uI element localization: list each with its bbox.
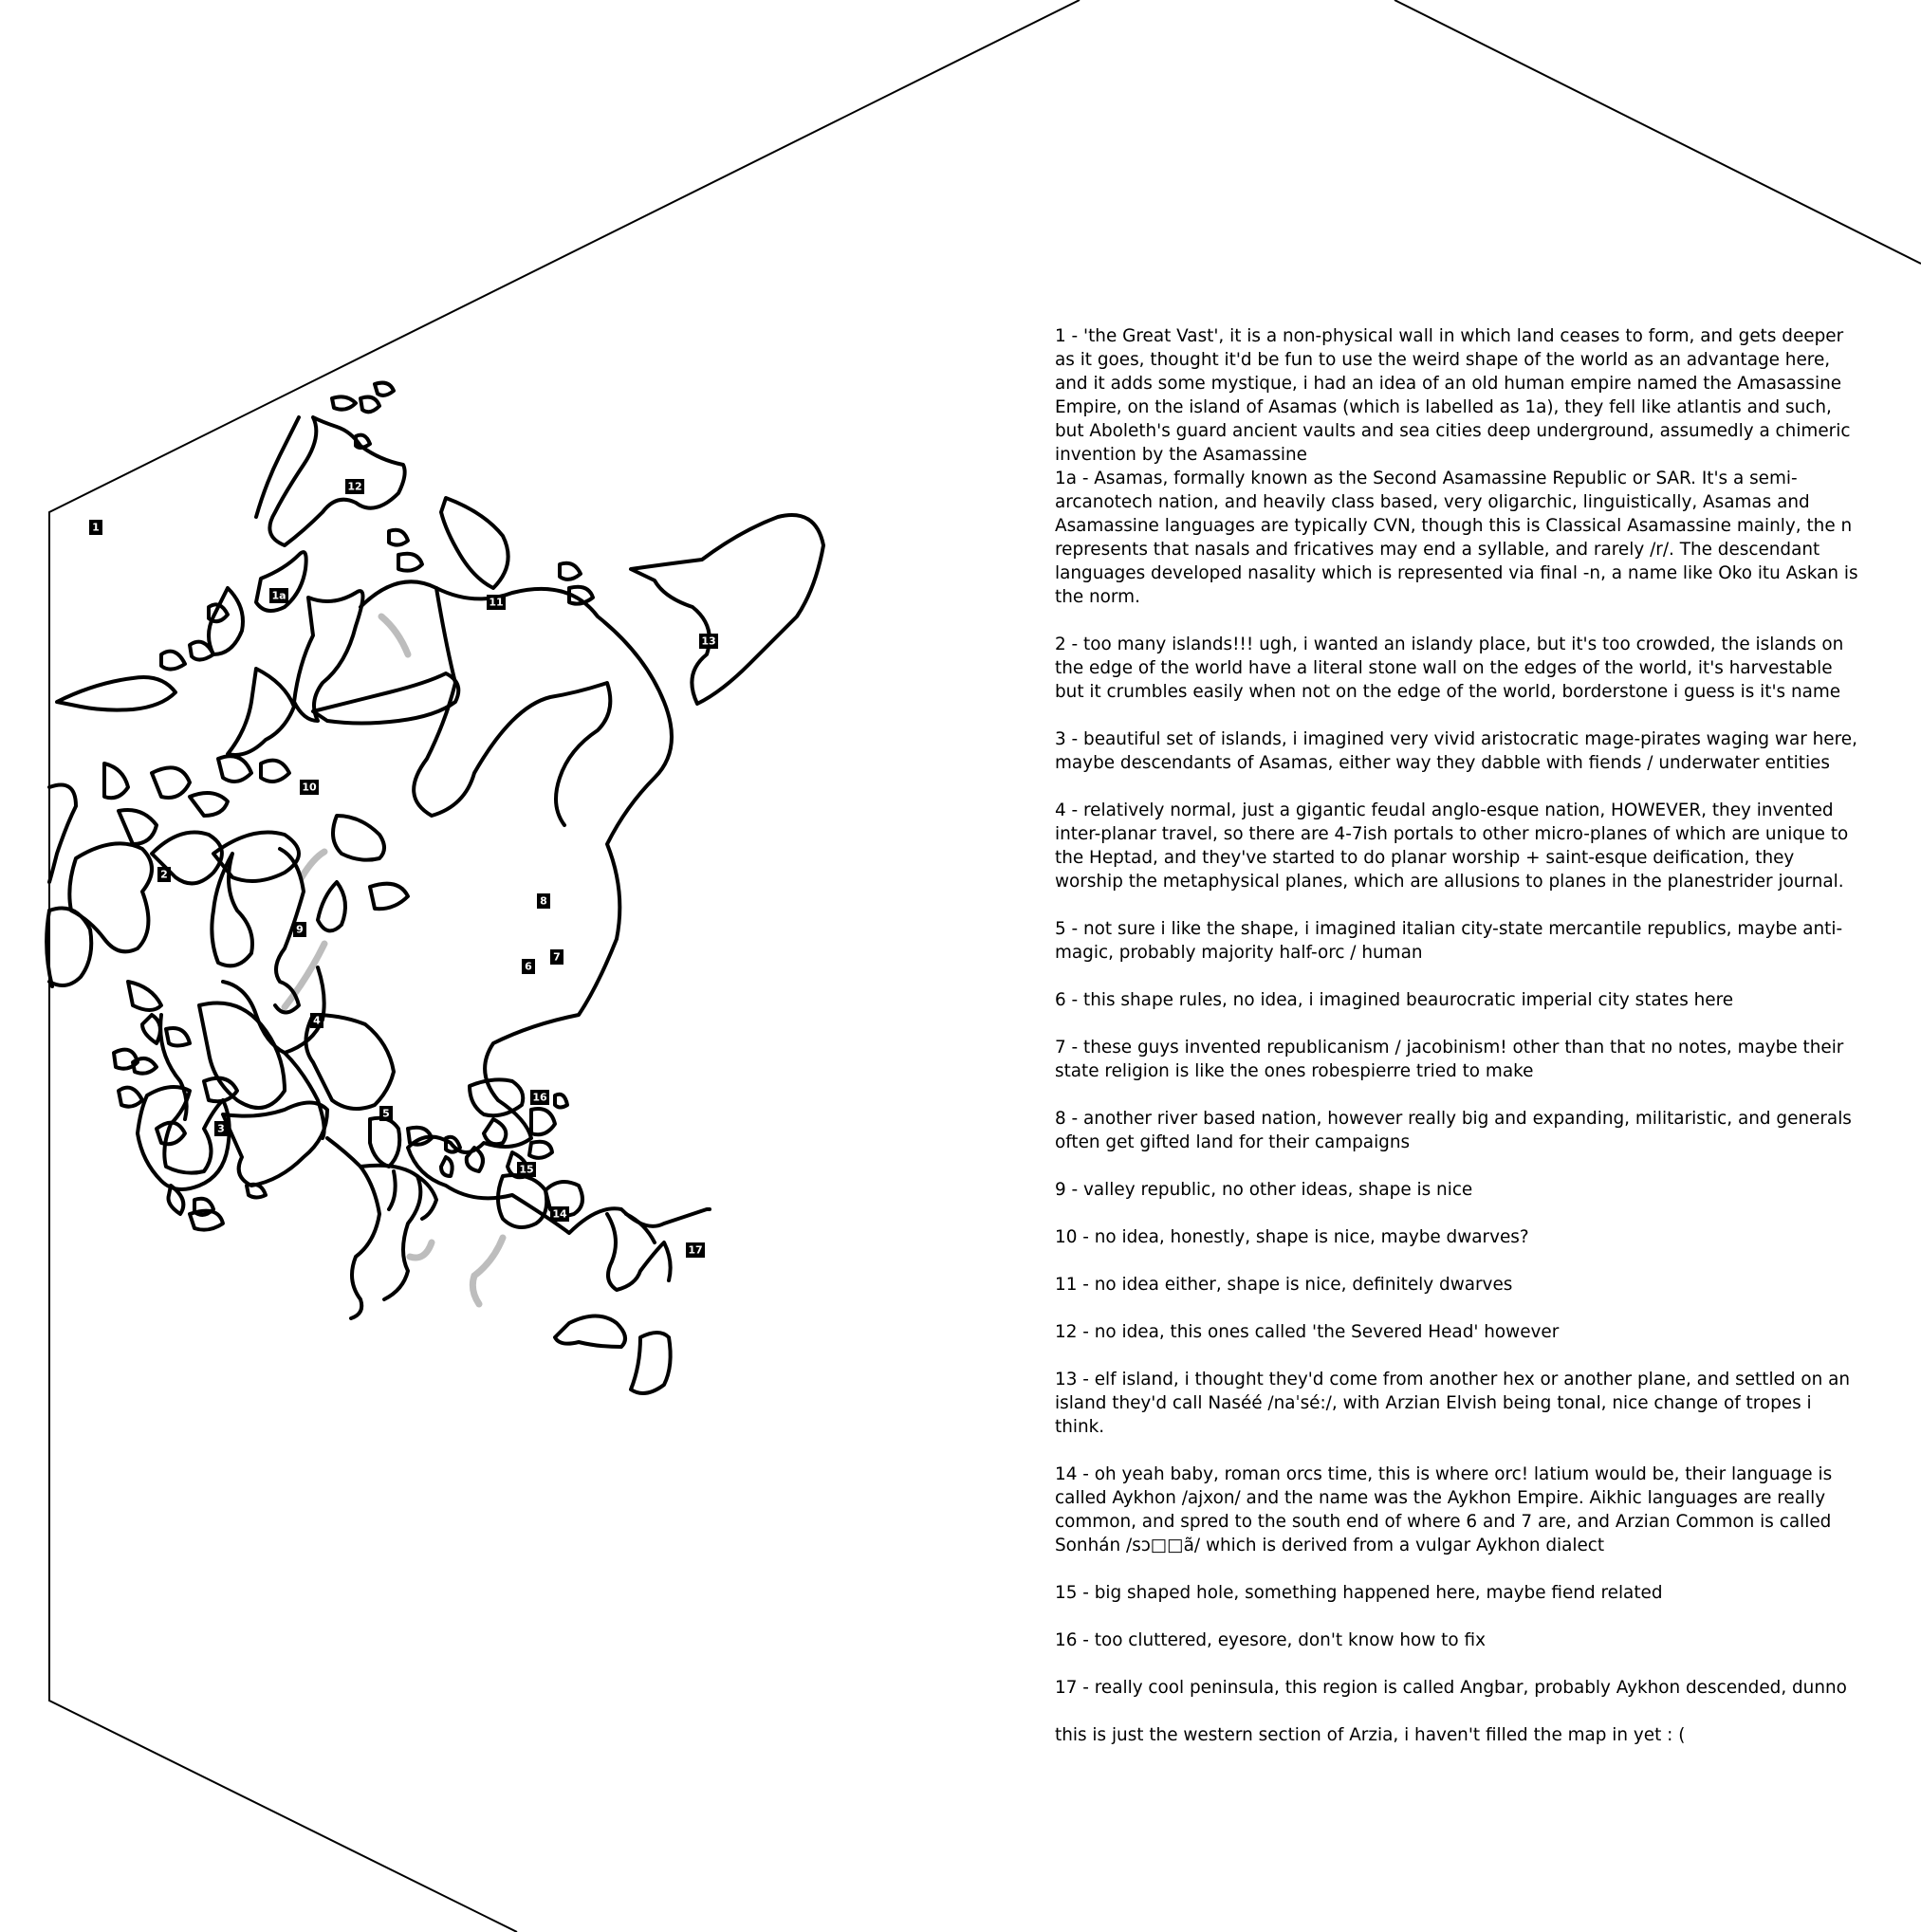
region-label-2-text: 2 (160, 868, 168, 881)
region-label-9 (293, 922, 306, 937)
region-label-6-text: 6 (525, 960, 532, 973)
region-label-9-text: 9 (296, 923, 304, 936)
note-9: 9 - valley republic, no other ideas, shape is nice (1055, 1180, 1473, 1200)
note-10: 10 - no idea, honestly, shape is nice, maybe dwarves? (1055, 1227, 1529, 1247)
note-7: 7 - these guys invented republicanism / jacobinism! other than that no notes, maybe their state religion is like the ones robespierre tried to make (1055, 1038, 1844, 1081)
note-1: 1 - 'the Great Vast', it is a non-physical wall in which land ceases to form, and gets deeper as it goes, thought it'd be fun to use the weird shape of the world as an advantage here, and it adds some mystique, i had an idea of an old human empire named the Amasassine Empire, on the island of Asamas (which is labelled as 1a), they fell like atlantis and such, but Aboleth's guard ancient vaults and sea cities deep underground, assumedly a chimeric invention by the Asamassine (1055, 326, 1851, 465)
note-8: 8 - another river based nation, however really big and expanding, militaristic, and generals often get gifted land for their campaigns (1055, 1109, 1852, 1152)
region-label-13 (699, 634, 718, 649)
note-15: 15 - big shaped hole, something happened here, maybe fiend related (1055, 1583, 1663, 1603)
region-label-10-text: 10 (302, 781, 317, 794)
region-label-4-text: 4 (313, 1014, 321, 1027)
coastlines (46, 383, 823, 1393)
region-label-5-text: 5 (382, 1107, 390, 1120)
region-label-16-text: 16 (532, 1091, 547, 1104)
region-label-3 (214, 1121, 228, 1136)
note-12: 12 - no idea, this ones called 'the Severed Head' however (1055, 1322, 1560, 1342)
region-label-8-text: 8 (540, 894, 547, 908)
region-label-2 (157, 867, 171, 882)
region-label-17 (686, 1242, 705, 1258)
note-2: 2 - too many islands!!! ugh, i wanted an islandy place, but it's too crowded, the islands on the edge of the world have a literal stone wall on the edges of the world, it's harvestable but it crumbles easily when not on the edge of the world, borderstone i guess is it's name (1055, 635, 1844, 702)
region-label-14-text: 14 (552, 1207, 567, 1221)
region-label-1a (269, 588, 288, 603)
note-5: 5 - not sure i like the shape, i imagined italian city-state mercantile republics, maybe anti-magic, probably majority half-orc / human (1055, 919, 1843, 963)
region-label-8 (537, 893, 550, 909)
region-label-12 (345, 479, 364, 494)
region-notes (1055, 324, 1861, 1771)
hex-border-left (49, 0, 1080, 1932)
region-labels (89, 479, 718, 1258)
region-label-15-text: 15 (519, 1163, 534, 1176)
region-label-10 (300, 780, 319, 795)
note-1a: 1a - Asamas, formally known as the Second Asamassine Republic or SAR. It's a semi-arcanotech nation, and heavily class based, very oligarchic, linguistically, Asamas and Asamassine languages are typically CVN, though this is Classical Asamassine mainly, the n represents that nasals and fricatives may end a syllable, and rarely /r/. The descendant languages developed nasality which is represented via final -n, a name like Oko itu Askan is the norm. (1055, 469, 1858, 607)
note-4: 4 - relatively normal, just a gigantic feudal anglo-esque nation, HOWEVER, they invented inter-planar travel, so there are 4-7ish portals to other micro-planes of which are unique to the Heptad, and they've started to do planar worship + saint-esque deification, they worship the metaphysical planes, which are allusions to planes in the planestrider journal. (1055, 800, 1849, 892)
region-label-1 (89, 520, 102, 535)
region-label-1-text: 1 (92, 521, 100, 534)
region-label-12-text: 12 (347, 480, 362, 493)
note-13: 13 - elf island, i thought they'd come from another hex or another plane, and settled on an island they'd call Naséé /naˈsé:/, with Arzian Elvish being tonal, nice change of tropes i think. (1055, 1370, 1851, 1437)
region-label-14 (550, 1206, 569, 1222)
note-6: 6 - this shape rules, no idea, i imagined beaurocratic imperial city states here (1055, 990, 1734, 1010)
note-17: 17 - really cool peninsula, this region is called Angbar, probably Aykhon descended, dunno (1055, 1678, 1847, 1698)
region-label-3-text: 3 (217, 1122, 225, 1135)
region-label-4 (310, 1013, 323, 1028)
note-16: 16 - too cluttered, eyesore, don't know how to fix (1055, 1630, 1486, 1650)
region-label-1a-text: 1a (271, 589, 286, 602)
note-14: 14 - oh yeah baby, roman orcs time, this is where orc! latium would be, their language is called Aykhon /ajxon/ and the name was the Aykhon Empire. Aikhic languages are really common, and spred to the south end of where 6 and 7 are, and Arzian Common is called Sonhán /sɔ□□ã/ which is derived from a vulgar Aykhon dialect (1055, 1464, 1833, 1555)
note-footer: this is just the western section of Arzia, i haven't filled the map in yet : ( (1055, 1725, 1686, 1745)
region-label-16 (530, 1090, 549, 1105)
region-label-15 (517, 1162, 536, 1177)
region-label-17-text: 17 (688, 1243, 703, 1257)
note-3: 3 - beautiful set of islands, i imagined very vivid aristocratic mage-pirates waging war here, maybe descendants of Asamas, either way they dabble with fiends / underwater entities (1055, 729, 1857, 773)
region-label-7 (550, 949, 563, 965)
region-label-5 (379, 1106, 393, 1121)
region-label-6 (522, 959, 535, 974)
region-label-7-text: 7 (553, 950, 561, 964)
region-label-11-text: 11 (489, 596, 504, 609)
note-11: 11 - no idea either, shape is nice, definitely dwarves (1055, 1275, 1513, 1295)
region-label-11 (487, 595, 506, 610)
region-label-13-text: 13 (701, 635, 716, 648)
hex-border-right (1395, 0, 1921, 264)
